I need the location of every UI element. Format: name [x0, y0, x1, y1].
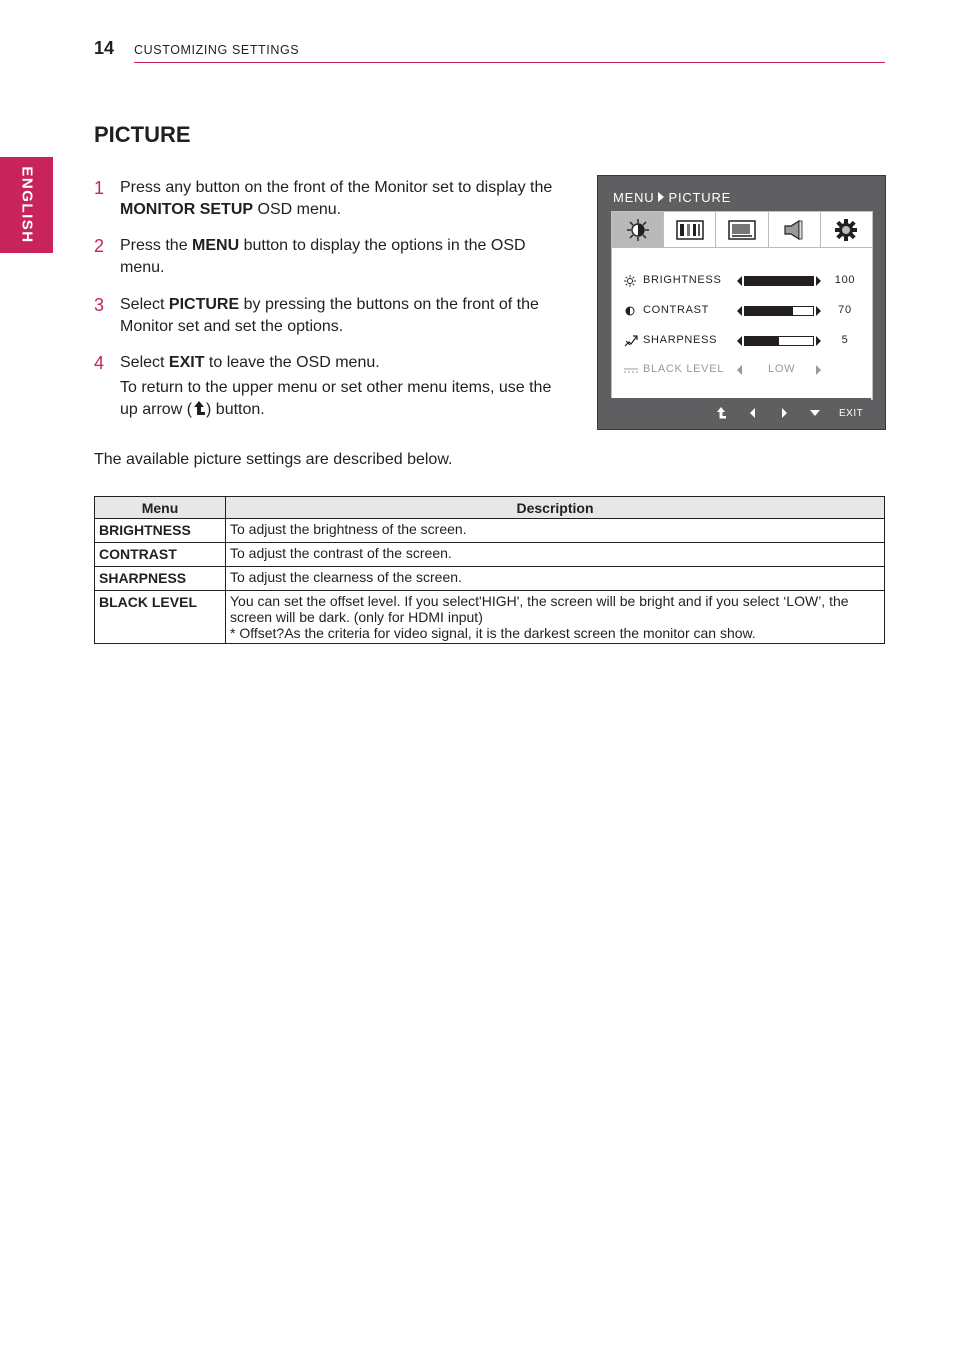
- osd-breadcrumb: MENU PICTURE: [613, 190, 732, 205]
- decrease-arrow-icon[interactable]: [737, 336, 742, 346]
- section-title: CUSTOMIZING SETTINGS: [134, 43, 300, 57]
- sharpness-slider[interactable]: [744, 336, 814, 346]
- table-cell-menu: CONTRAST: [95, 543, 226, 567]
- left-arrow-icon[interactable]: [747, 407, 759, 419]
- decrease-arrow-icon[interactable]: [737, 306, 742, 316]
- breadcrumb-arrow-icon: [658, 192, 664, 202]
- osd-value: LOW: [768, 363, 796, 375]
- decrease-arrow-icon[interactable]: [737, 276, 742, 286]
- gear-icon: [834, 218, 858, 242]
- language-tab-label: ENGLISH: [18, 166, 36, 244]
- table-row: [95, 519, 885, 543]
- table-cell-description: You can set the offset level. If you select'HIGH', the screen will be bright and if you select ‘LOW’, the screen will be dark. (only for HDMI input) * Offset?As the criteria for video signal, it is the darkest screen the monitor can show.: [226, 591, 885, 644]
- osd-tab-color[interactable]: [664, 212, 716, 247]
- osd-row-black-level[interactable]: [624, 362, 864, 378]
- table-cell-menu: BLACK LEVEL: [95, 591, 226, 644]
- osd-row-contrast[interactable]: [624, 303, 864, 319]
- table-row: [95, 591, 885, 644]
- contrast-icon: [624, 305, 636, 317]
- step-number: 4: [94, 353, 105, 373]
- step-number: 1: [94, 178, 105, 198]
- sharpness-icon: [624, 335, 638, 347]
- osd-tabs: [612, 212, 872, 248]
- exit-button[interactable]: EXIT: [839, 408, 864, 419]
- header-rule: [134, 62, 885, 63]
- step-3: [94, 294, 574, 338]
- right-arrow-icon[interactable]: [778, 407, 790, 419]
- increase-arrow-icon[interactable]: [816, 365, 821, 375]
- osd-row-sharpness[interactable]: [624, 333, 864, 349]
- osd-value: 100: [834, 274, 856, 286]
- step-text: Select EXIT to leave the OSD menu.: [120, 354, 380, 371]
- table-row: [95, 543, 885, 567]
- osd-label: BLACK LEVEL: [643, 363, 725, 375]
- page-heading: PICTURE: [94, 122, 191, 147]
- contrast-slider[interactable]: [744, 306, 814, 316]
- step-number: 2: [94, 236, 105, 256]
- language-tab: [0, 157, 53, 253]
- step-text: Select PICTURE by pressing the buttons on the front of the Monitor set and set the options.: [120, 296, 539, 335]
- table-cell-description: To adjust the clearness of the screen.: [226, 567, 885, 591]
- osd-label: BRIGHTNESS: [643, 274, 722, 286]
- osd-tab-display[interactable]: [716, 212, 768, 247]
- black-level-icon: [624, 364, 638, 376]
- increase-arrow-icon[interactable]: [816, 336, 821, 346]
- table-cell-menu: SHARPNESS: [95, 567, 226, 591]
- step-2: [94, 235, 564, 279]
- settings-table: [94, 496, 885, 644]
- step-1: [94, 177, 564, 221]
- osd-label: SHARPNESS: [643, 334, 718, 346]
- decrease-arrow-icon[interactable]: [737, 365, 742, 375]
- speaker-icon: [782, 219, 806, 241]
- osd-label: CONTRAST: [643, 304, 710, 316]
- slider-fill: [745, 307, 793, 315]
- intro-text: The available picture settings are described below.: [94, 451, 453, 468]
- osd-row-brightness[interactable]: [624, 273, 864, 289]
- increase-arrow-icon[interactable]: [816, 306, 821, 316]
- osd-value: 70: [838, 304, 852, 316]
- slider-fill: [745, 337, 779, 345]
- osd-panel: [611, 211, 873, 400]
- down-arrow-icon[interactable]: [809, 407, 821, 419]
- osd-tab-audio[interactable]: [769, 212, 821, 247]
- step-4: [94, 352, 564, 421]
- osd-tab-setup[interactable]: [821, 212, 872, 247]
- table-cell-menu: BRIGHTNESS: [95, 519, 226, 543]
- step-text: Press the MENU button to display the options in the OSD menu.: [120, 237, 526, 276]
- table-row: [95, 567, 885, 591]
- osd-control-bar: [611, 398, 871, 428]
- table-cell-description: To adjust the brightness of the screen.: [226, 519, 885, 543]
- step-number: 3: [94, 295, 105, 315]
- increase-arrow-icon[interactable]: [816, 276, 821, 286]
- table-header-description: Description: [226, 497, 885, 519]
- sun-icon: [624, 275, 636, 287]
- step-text: Press any button on the front of the Monitor set to display the MONITOR SETUP OSD menu.: [120, 179, 553, 218]
- color-bars-icon: [676, 220, 704, 240]
- up-arrow-icon[interactable]: [715, 407, 727, 419]
- osd-value: 5: [841, 334, 849, 346]
- brightness-contrast-icon: [626, 218, 650, 242]
- slider-fill: [745, 277, 813, 285]
- up-arrow-icon: [192, 400, 206, 416]
- osd-screenshot: [597, 175, 886, 430]
- display-icon: [728, 220, 756, 240]
- table-cell-description: To adjust the contrast of the screen.: [226, 543, 885, 567]
- brightness-slider[interactable]: [744, 276, 814, 286]
- osd-tab-picture[interactable]: [612, 212, 664, 247]
- step-note: To return to the upper menu or set other menu items, use the up arrow ( ) button.: [120, 379, 552, 418]
- page-number: 14: [94, 38, 115, 58]
- table-header-menu: Menu: [95, 497, 226, 519]
